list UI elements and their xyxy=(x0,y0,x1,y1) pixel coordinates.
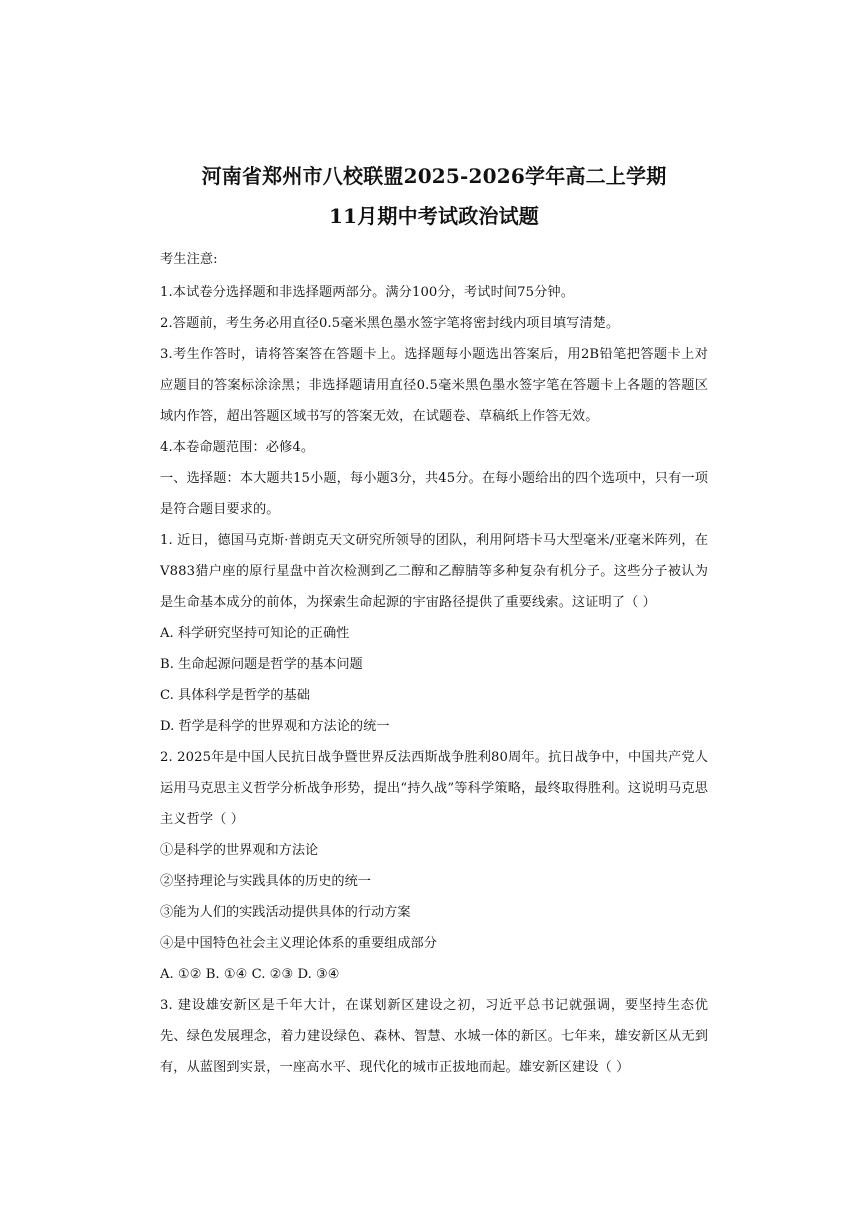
notice-item-3: 3.考生作答时，请将答案答在答题卡上。选择题每小题选出答案后，用2B铅笔把答题卡上对应题目的答案标涂涂黑；非选择题请用直径0.5毫米黑色墨水签字笔在答题卡上各题的答题区域内作答，超出答题区域书写的答案无效，在试题卷、草稿纸上作答无效。 xyxy=(160,347,708,424)
notice-heading: 考生注意: xyxy=(160,252,218,267)
question-stem: 2. 2025年是中国人民抗日战争暨世界反法西斯战争胜利80周年。抗日战争中，中国共产党人运用马克思主义哲学分析战争形势，提出“持久战”等科学策略，最终取得胜利。这说明马克思主义哲学（ ） xyxy=(160,750,708,827)
document-title-line2: 11月期中考试政治试题 xyxy=(328,204,540,228)
question-statement: ④是中国特色社会主义理论体系的重要组成部分 xyxy=(160,936,437,951)
question-2 xyxy=(160,742,708,990)
notice-item-4: 4.本卷命题范围：必修4。 xyxy=(160,440,315,455)
question-option: D. 哲学是科学的世界观和方法论的统一 xyxy=(160,719,390,734)
question-option: A. 科学研究坚持可知论的正确性 xyxy=(160,626,350,641)
question-statement: ③能为人们的实践活动提供具体的行动方案 xyxy=(160,905,411,920)
question-option: B. 生命起源问题是哲学的基本问题 xyxy=(160,657,363,672)
question-option: C. 具体科学是哲学的基础 xyxy=(160,688,310,703)
question-1 xyxy=(160,525,708,742)
question-3 xyxy=(160,990,708,1083)
question-statement: ①是科学的世界观和方法论 xyxy=(160,843,319,858)
section-intro: 一、选择题：本大题共15小题，每小题3分，共45分。在每小题给出的四个选项中，只有一项是符合题目要求的。 xyxy=(160,471,708,517)
question-answer-options: A. ①② B. ①④ C. ②③ D. ③④ xyxy=(160,967,340,982)
question-stem: 3. 建设雄安新区是千年大计，在谋划新区建设之初，习近平总书记就强调，要坚持生态优先、绿色发展理念，着力建设绿色、森林、智慧、水城一体的新区。七年来，雄安新区从无到有，从蓝图到实景，一座高水平、现代化的城市正拔地而起。雄安新区建设（ ） xyxy=(160,998,708,1075)
question-stem: 1. 近日，德国马克斯·普朗克天文研究所领导的团队，利用阿塔卡马大型毫米/亚毫米阵列，在V883猎户座的原行星盘中首次检测到乙二醇和乙醇腈等多种复杂有机分子。这些分子被认为是生命基本成分的前体，为探索生命起源的宇宙路径提供了重要线索。这证明了（ ） xyxy=(160,533,708,610)
notice-item-1: 1.本试卷分选择题和非选择题两部分。满分100分，考试时间75分钟。 xyxy=(160,285,574,300)
notice-item-2: 2.答题前，考生务必用直径0.5毫米黑色墨水签字笔将密封线内项目填写清楚。 xyxy=(160,316,620,331)
document-title-line1: 河南省郑州市八校联盟2025-2026学年高二上学期 xyxy=(201,164,667,188)
question-statement: ②坚持理论与实践具体的历史的统一 xyxy=(160,874,371,889)
document-body xyxy=(160,158,708,1083)
exam-notice xyxy=(160,244,708,463)
